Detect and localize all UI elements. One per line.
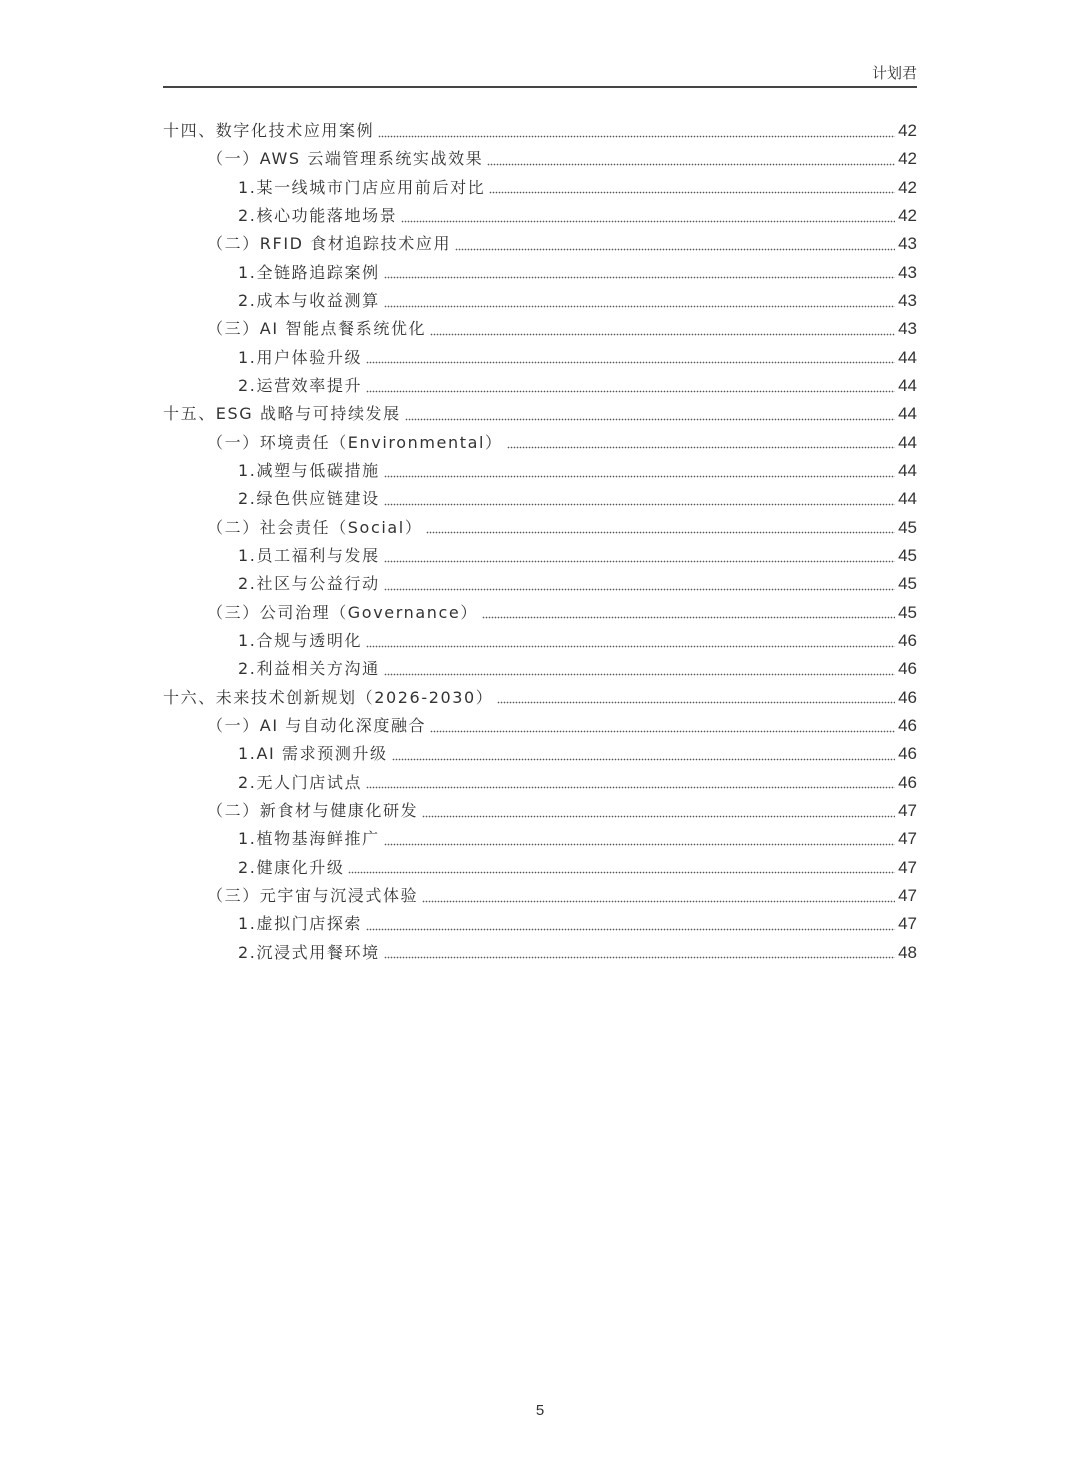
toc-dot-leader <box>426 530 895 536</box>
toc-dot-leader <box>384 473 895 479</box>
toc-entry-page: 44 <box>898 404 917 424</box>
toc-entry-title: 十五、ESG 战略与可持续发展 <box>163 404 401 424</box>
toc-dot-leader <box>366 388 895 394</box>
toc-dot-leader <box>384 955 895 961</box>
toc-entry-title: 十四、数字化技术应用案例 <box>163 121 375 141</box>
toc-dot-leader <box>378 133 895 139</box>
toc-entry-page: 44 <box>898 347 917 367</box>
toc-entry-page: 47 <box>898 886 917 906</box>
toc-entry[interactable] <box>163 202 917 230</box>
toc-entry[interactable] <box>163 514 917 542</box>
toc-entry[interactable] <box>163 939 917 967</box>
toc-dot-leader <box>482 615 895 621</box>
running-header: 计划君 <box>871 64 917 82</box>
toc-entry-title: 1.某一线城市门店应用前后对比 <box>238 177 486 197</box>
toc-dot-leader <box>487 161 895 167</box>
toc-entry-page: 47 <box>898 914 917 934</box>
toc-dot-leader <box>384 586 895 592</box>
toc-entry-title: （一）AWS 云端管理系统实战效果 <box>207 149 484 169</box>
toc-dot-leader <box>489 190 895 196</box>
toc-entry[interactable] <box>163 145 917 173</box>
toc-entry[interactable] <box>163 740 917 768</box>
toc-entry-page: 47 <box>898 801 917 821</box>
toc-entry-page: 45 <box>898 602 917 622</box>
toc-entry-title: 2.成本与收益测算 <box>238 291 380 311</box>
toc-dot-leader <box>384 303 895 309</box>
toc-dot-leader <box>422 813 895 819</box>
toc-entry-title: 1.合规与透明化 <box>238 631 363 651</box>
toc-entry-title: （二）社会责任（Social） <box>207 517 423 537</box>
page-number: 5 <box>535 1402 545 1419</box>
toc-dot-leader <box>405 416 895 422</box>
toc-entry[interactable] <box>163 230 917 258</box>
toc-dot-leader <box>366 785 895 791</box>
toc-dot-leader <box>401 218 895 224</box>
toc-dot-leader <box>430 331 895 337</box>
toc-entry-title: （三）公司治理（Governance） <box>207 602 478 622</box>
toc-entry-page: 46 <box>898 772 917 792</box>
toc-entry-page: 44 <box>898 461 917 481</box>
toc-entry[interactable] <box>163 712 917 740</box>
toc-entry[interactable] <box>163 854 917 882</box>
toc-entry-page: 47 <box>898 857 917 877</box>
toc-dot-leader <box>384 841 895 847</box>
toc-entry-title: （三）元宇宙与沉浸式体验 <box>207 886 419 906</box>
toc-entry-page: 46 <box>898 687 917 707</box>
toc-dot-leader <box>384 558 895 564</box>
toc-entry[interactable] <box>163 372 917 400</box>
toc-entry-title: 1.减塑与低碳措施 <box>238 461 380 481</box>
toc-entry-title: （一）AI 与自动化深度融合 <box>207 716 427 736</box>
toc-dot-leader <box>455 246 895 252</box>
toc-entry-page: 48 <box>898 942 917 962</box>
table-of-contents <box>163 117 917 967</box>
toc-entry-page: 42 <box>898 177 917 197</box>
toc-dot-leader <box>366 360 895 366</box>
toc-entry[interactable] <box>163 457 917 485</box>
toc-entry-page: 45 <box>898 517 917 537</box>
toc-entry-title: 2.利益相关方沟通 <box>238 659 380 679</box>
toc-entry-page: 45 <box>898 546 917 566</box>
toc-entry-page: 47 <box>898 829 917 849</box>
toc-entry[interactable] <box>163 655 917 683</box>
toc-entry[interactable] <box>163 882 917 910</box>
toc-entry-page: 46 <box>898 744 917 764</box>
toc-dot-leader <box>392 756 895 762</box>
toc-entry-page: 44 <box>898 489 917 509</box>
toc-entry[interactable] <box>163 910 917 938</box>
toc-entry-title: 1.植物基海鲜推广 <box>238 829 380 849</box>
toc-entry-title: 2.绿色供应链建设 <box>238 489 380 509</box>
toc-entry[interactable] <box>163 429 917 457</box>
toc-entry-title: 十六、未来技术创新规划（2026-2030） <box>163 687 494 707</box>
toc-entry-title: 2.核心功能落地场景 <box>238 206 398 226</box>
toc-dot-leader <box>384 501 895 507</box>
toc-entry-title: 2.社区与公益行动 <box>238 574 380 594</box>
toc-entry-title: 2.沉浸式用餐环境 <box>238 942 380 962</box>
toc-dot-leader <box>366 926 895 932</box>
toc-entry-page: 43 <box>898 234 917 254</box>
toc-dot-leader <box>384 671 895 677</box>
toc-entry-title: 1.AI 需求预测升级 <box>238 744 388 764</box>
toc-entry-title: 1.用户体验升级 <box>238 347 363 367</box>
toc-entry[interactable] <box>163 174 917 202</box>
toc-dot-leader <box>497 700 895 706</box>
toc-entry[interactable] <box>163 570 917 598</box>
toc-entry-page: 42 <box>898 121 917 141</box>
toc-dot-leader <box>384 275 895 281</box>
toc-entry[interactable] <box>163 797 917 825</box>
toc-entry-title: 1.虚拟门店探索 <box>238 914 363 934</box>
toc-entry[interactable] <box>163 259 917 287</box>
toc-entry-page: 46 <box>898 659 917 679</box>
toc-entry-title: （三）AI 智能点餐系统优化 <box>207 319 427 339</box>
toc-entry-page: 43 <box>898 262 917 282</box>
toc-entry[interactable] <box>163 117 917 145</box>
toc-entry-page: 44 <box>898 432 917 452</box>
toc-entry-page: 45 <box>898 574 917 594</box>
toc-dot-leader <box>422 898 895 904</box>
toc-entry[interactable] <box>163 599 917 627</box>
toc-entry-title: （一）环境责任（Environmental） <box>207 432 503 452</box>
toc-entry-title: （二）新食材与健康化研发 <box>207 801 419 821</box>
toc-entry[interactable] <box>163 400 917 428</box>
toc-entry[interactable] <box>163 627 917 655</box>
toc-entry-page: 42 <box>898 149 917 169</box>
toc-entry[interactable] <box>163 485 917 513</box>
toc-entry-page: 43 <box>898 319 917 339</box>
toc-dot-leader <box>348 870 895 876</box>
toc-entry-title: 2.无人门店试点 <box>238 772 363 792</box>
toc-entry[interactable] <box>163 344 917 372</box>
toc-entry[interactable] <box>163 825 917 853</box>
toc-entry-page: 44 <box>898 376 917 396</box>
toc-dot-leader <box>430 728 895 734</box>
toc-entry-title: 1.全链路追踪案例 <box>238 262 380 282</box>
toc-entry[interactable] <box>163 287 917 315</box>
header-rule <box>163 86 917 88</box>
toc-entry-page: 46 <box>898 716 917 736</box>
toc-entry-title: 2.运营效率提升 <box>238 376 363 396</box>
toc-entry[interactable] <box>163 542 917 570</box>
toc-entry[interactable] <box>163 684 917 712</box>
toc-entry-page: 42 <box>898 206 917 226</box>
toc-entry-title: 2.健康化升级 <box>238 857 345 877</box>
toc-dot-leader <box>366 643 895 649</box>
toc-entry-page: 43 <box>898 291 917 311</box>
toc-entry-title: （二）RFID 食材追踪技术应用 <box>207 234 452 254</box>
toc-entry[interactable] <box>163 769 917 797</box>
toc-entry[interactable] <box>163 315 917 343</box>
toc-dot-leader <box>507 445 895 451</box>
toc-entry-page: 46 <box>898 631 917 651</box>
toc-entry-title: 1.员工福利与发展 <box>238 546 380 566</box>
